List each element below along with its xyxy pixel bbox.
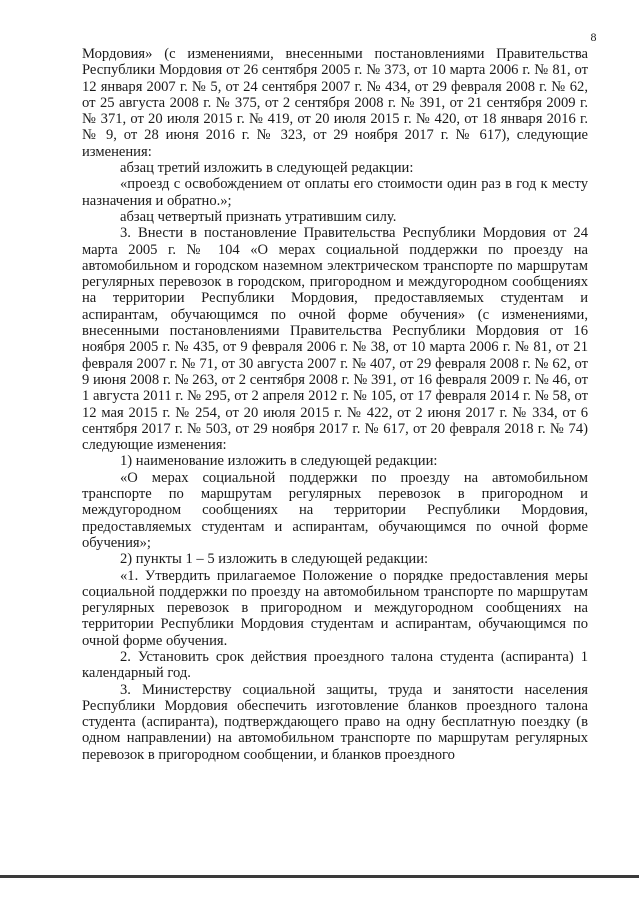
paragraph-abzac-third: абзац третий изложить в следующей редакции: (120, 160, 414, 177)
paragraph-point-1: «1. Утвердить прилагаемое Положение о порядке предоставления меры социальной поддержки по проезду на автомобильном транспорте по маршрутам регулярных перевозок в пригородном и междугородном сообщениях на территории Республики Мордовия студентам и аспирантам, обучающимся по очной форме обучения. (82, 567, 588, 649)
paragraph-intro-continuation: Мордовия» (с изменениями, внесенными постановлениями Правительства Республики Мордовия от 26 сентября 2005 г. № 373, от 10 марта 2006 г. № 81, от 12 января 2007 г. № 5, от 24 сентября 2007 г. № 434, от 29 февраля 2008 г. № 62, от 25 августа 2008 г. № 375, от 2 сентября 2008 г. № 391, от 21 сентября 2009 г. № 371, от 20 июля 2015 г. № 419, от 20 июля 2015 г. № 420, от 18 января 2016 г. № 9, от 28 июня 2016 г. № 323, от 29 ноября 2017 г. № 617), следующие изменения: (82, 46, 588, 160)
paragraph-new-title: «О мерах социальной поддержки по проезду на автомобильном транспорте по маршрутам регулярных перевозок в пригородном и междугородном сообщениях на территории Республики Мордовия, предоставляемых студентам и аспирантам, обучающимся по очной форме обучения»; (82, 469, 588, 551)
paragraph-point-3: 3. Министерству социальной защиты, труда и занятости населения Республики Мордовия обеспечить изготовление бланков проездного талона студента (аспиранта), подтверждающего право на одну бесплатную поездку (в одном направлении) на автомобильном транспорте по маршрутам регулярных перевозок в пригородном сообщении, и бланков проездного (82, 681, 588, 763)
paragraph-abzac-fourth: абзац четвертый признать утратившим силу. (120, 208, 397, 225)
page-number: 8 (590, 30, 597, 44)
scan-bottom-edge (0, 875, 639, 878)
paragraph-subitem-1: 1) наименование изложить в следующей редакции: (120, 453, 438, 470)
paragraph-item-3: 3. Внести в постановление Правительства Республики Мордовия от 24 марта 2005 г. № 104 «О мерах социальной поддержки по проезду на автомобильном и городском наземном электрическом транспорте по маршрутам регулярных перевозок в городском, пригородном и междугородном сообщениях на территории Республики Мордовия, предоставляемых студентам и аспирантам, обучающимся по очной форме обучения» (с изменениями, внесенными постановлениями Правительства Республики Мордовия от 16 ноября 2005 г. № 435, от 9 февраля 2006 г. № 38, от 10 марта 2006 г. № 81, от 21 февраля 2007 г. № 71, от 30 августа 2007 г. № 407, от 29 февраля 2008 г. № 62, от 9 июня 2008 г. № 263, от 2 сентября 2008 г. № 391, от 16 февраля 2009 г. № 46, от 1 августа 2011 г. № 295, от 2 апреля 2012 г. № 105, от 17 февраля 2014 г. № 58, от 12 мая 2015 г. № 254, от 20 июля 2015 г. № 422, от 2 июня 2017 г. № 334, от 6 сентября 2017 г. № 503, от 29 ноября 2017 г. № 617, от 20 февраля 2018 г. № 74) следующие изменения: (82, 225, 588, 454)
paragraph-point-2: 2. Установить срок действия проездного талона студента (аспиранта) 1 календарный год. (82, 648, 588, 682)
paragraph-subitem-2: 2) пункты 1 – 5 изложить в следующей редакции: (120, 551, 429, 568)
paragraph-quote-travel: «проезд с освобождением от оплаты его стоимости один раз в год к месту назначения и обратно.»; (82, 176, 588, 209)
document-body (82, 46, 588, 763)
